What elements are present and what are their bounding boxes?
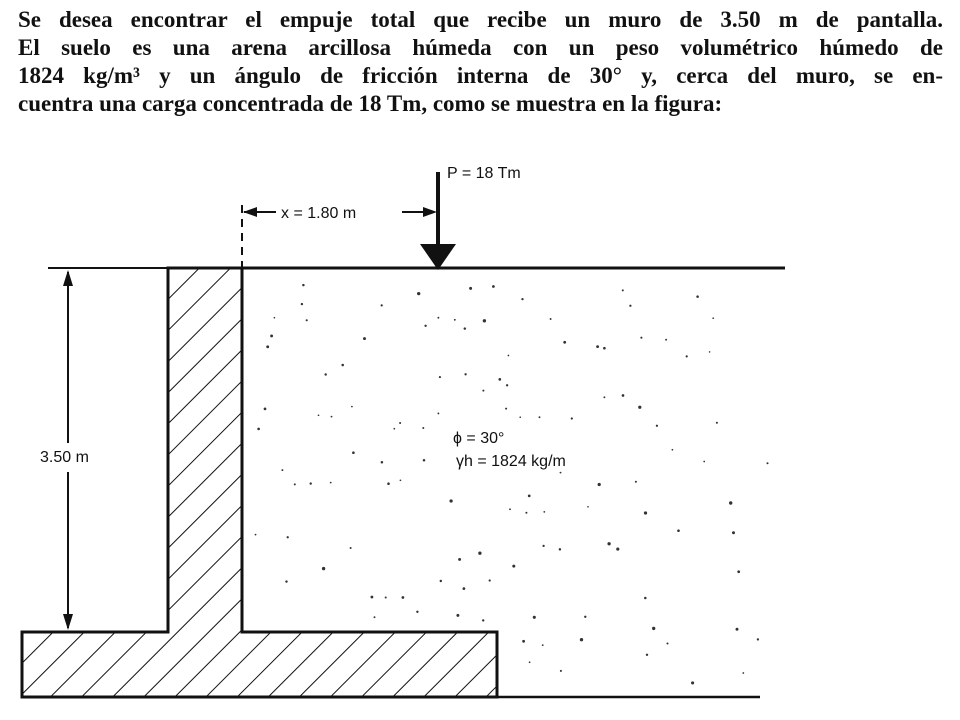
friction-angle-label: ϕ = 30° <box>453 430 505 447</box>
distance-label: x = 1.80 m <box>281 205 357 222</box>
height-label: 3.50 m <box>40 449 89 466</box>
height-arrow-up <box>63 270 73 286</box>
soil-texture <box>255 284 769 685</box>
problem-line: El suelo es una arena arcillosa húmeda con un peso volumétrico húmedo de <box>18 35 943 60</box>
load-arrow-head <box>420 244 456 270</box>
distance-arrow-left <box>243 207 257 217</box>
unit-weight-label: γh = 1824 kg/m <box>456 453 566 470</box>
problem-line: Se desea encontrar el empuje total que recibe un muro de 3.50 m de pantalla. <box>18 7 943 32</box>
distance-arrow-right <box>423 207 437 217</box>
problem-line: 1824 kg/m³ y un ángulo de fricción interna de 30° y, cerca del muro, se en- <box>18 63 943 88</box>
load-label: P = 18 Tm <box>447 165 521 182</box>
height-arrow-down <box>63 614 73 630</box>
problem-line: cuentra una carga concentrada de 18 Tm, como se muestra en la figura: <box>18 91 723 116</box>
retaining-wall <box>22 268 497 697</box>
